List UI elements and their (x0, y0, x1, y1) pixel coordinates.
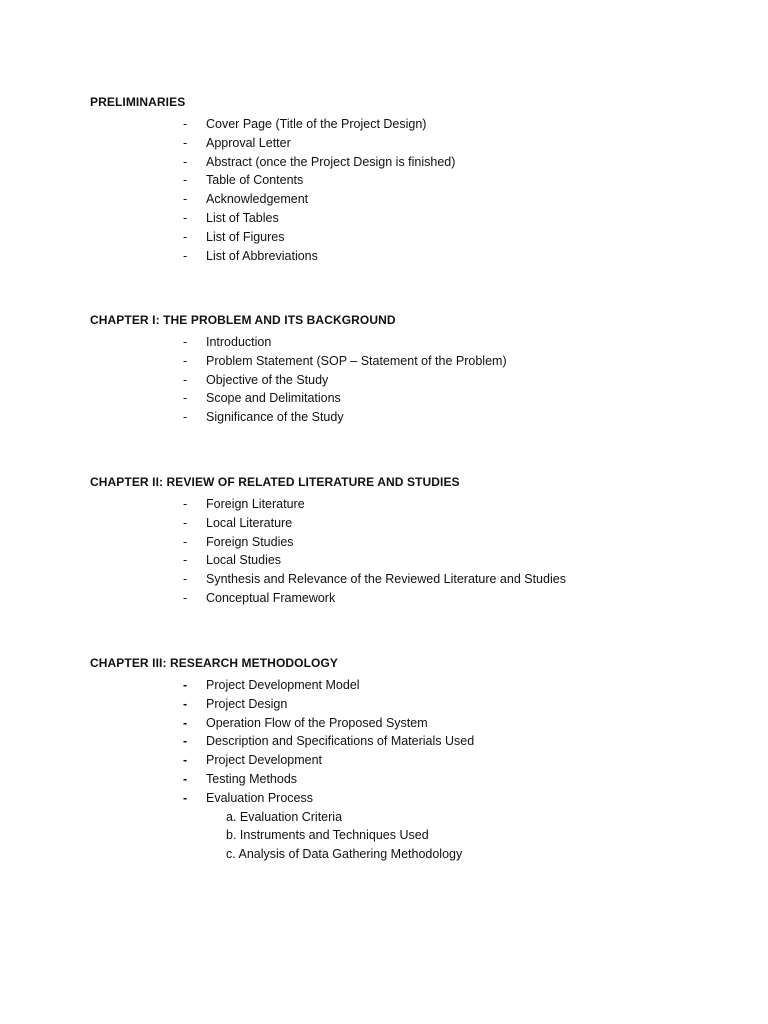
bullet-dash: - (183, 335, 188, 349)
list-item (183, 770, 474, 789)
bullet-dash: - (183, 229, 188, 244)
bullet-dash: - (183, 734, 188, 749)
list-item (183, 495, 566, 514)
bullet-dash: - (183, 117, 188, 131)
bullet-dash: - (183, 696, 188, 711)
list-item (183, 533, 566, 552)
bullet-dash: - (183, 372, 188, 387)
list-item (183, 115, 455, 134)
list-item-label: List of Figures (206, 229, 285, 244)
bullet-dash: - (183, 515, 188, 530)
section-title: CHAPTER I: THE PROBLEM AND ITS BACKGROUND (90, 313, 396, 327)
list-item (183, 190, 455, 209)
sub-list-item: b. Instruments and Techniques Used (226, 828, 429, 843)
sub-item-list (226, 808, 517, 864)
section-chapter-3 (90, 655, 730, 861)
bullet-dash: - (183, 553, 188, 568)
list-item (183, 676, 474, 695)
bullet-dash: - (183, 391, 188, 406)
list-item (183, 247, 455, 266)
list-item (183, 389, 507, 408)
bullet-dash: - (183, 678, 188, 692)
bullet-dash: - (183, 192, 188, 207)
bullet-dash: - (183, 590, 188, 605)
section-item-list (183, 676, 474, 863)
section-title: CHAPTER II: REVIEW OF RELATED LITERATURE AND STUDIES (90, 475, 460, 489)
list-item (183, 209, 455, 228)
list-item (183, 732, 474, 751)
list-item-label: Approval Letter (206, 135, 291, 150)
list-item (183, 228, 455, 247)
list-item-label: Problem Statement (SOP – Statement of the Problem) (206, 353, 507, 368)
sub-list-item: a. Evaluation Criteria (226, 809, 343, 824)
list-item-label: Operation Flow of the Proposed System (206, 715, 428, 730)
list-item-label: Significance of the Study (206, 410, 344, 425)
bullet-dash: - (183, 715, 188, 730)
list-item (183, 408, 507, 427)
list-item-label: Description and Specifications of Materials Used (206, 734, 475, 749)
bullet-dash: - (183, 771, 188, 786)
list-item-label: Introduction (206, 335, 272, 349)
list-item-label: Foreign Studies (206, 534, 294, 549)
list-item-label: Conceptual Framework (206, 590, 336, 605)
section-preliminaries (90, 94, 730, 263)
list-item-label: Local Studies (206, 553, 282, 568)
list-item (183, 333, 507, 352)
section-title: CHAPTER III: RESEARCH METHODOLOGY (90, 656, 338, 670)
bullet-dash: - (183, 154, 188, 169)
list-item-label: Synthesis and Relevance of the Reviewed Literature and Studies (206, 572, 566, 587)
section-title: PRELIMINARIES (90, 95, 186, 109)
list-item (183, 514, 566, 533)
list-item-label: Abstract (once the Project Design is finished) (206, 154, 456, 169)
list-item (183, 371, 507, 390)
bullet-dash: - (183, 173, 188, 188)
list-item-label: Project Development (206, 753, 323, 768)
list-item-label: Acknowledgement (206, 192, 309, 207)
list-item (183, 570, 566, 589)
list-item (183, 589, 566, 608)
section-item-list (183, 333, 507, 427)
section-item-list (183, 495, 566, 608)
bullet-dash: - (183, 572, 188, 587)
list-item-label: List of Tables (206, 210, 279, 225)
list-item (183, 714, 474, 733)
bullet-dash: - (183, 135, 188, 150)
list-item (183, 695, 474, 714)
list-item (183, 551, 566, 570)
list-item (183, 153, 455, 172)
list-item-label: Foreign Literature (206, 497, 305, 511)
bullet-dash: - (183, 534, 188, 549)
list-item-label: Local Literature (206, 515, 293, 530)
list-item-label: Cover Page (Title of the Project Design) (206, 117, 427, 131)
section-item-list (183, 115, 455, 265)
bullet-dash: - (183, 410, 188, 425)
list-item-label: Project Development Model (206, 678, 360, 692)
section-chapter-1 (90, 312, 730, 425)
list-item-label: Evaluation Process (206, 790, 314, 805)
bullet-dash: - (183, 790, 188, 805)
bullet-dash: - (183, 248, 188, 263)
bullet-dash: - (183, 497, 188, 511)
list-item-label: Project Design (206, 696, 288, 711)
list-item-label: Table of Contents (206, 173, 304, 188)
bullet-dash: - (183, 753, 188, 768)
list-item-label: Testing Methods (206, 771, 298, 786)
list-item-label: Scope and Delimitations (206, 391, 341, 406)
list-item (183, 751, 474, 770)
section-chapter-2 (90, 474, 730, 605)
list-item-label: Objective of the Study (206, 372, 329, 387)
sub-list-item: c. Analysis of Data Gathering Methodology (226, 846, 463, 861)
bullet-dash: - (183, 353, 188, 368)
bullet-dash: - (183, 210, 188, 225)
list-item (183, 352, 507, 371)
list-item-label: List of Abbreviations (206, 248, 318, 263)
list-item (183, 789, 474, 808)
list-item (183, 171, 455, 190)
list-item (183, 134, 455, 153)
